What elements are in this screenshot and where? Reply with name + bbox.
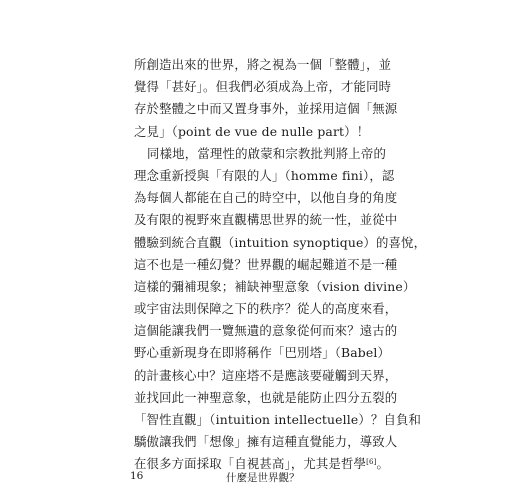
text-line-content: 體驗到統合直觀（intuition synoptique）的喜悅， bbox=[134, 234, 427, 250]
page-footer bbox=[0, 470, 520, 486]
text-line-content: 驕傲讓我們「想像」擁有這種直覺能力，導致人 bbox=[134, 434, 398, 450]
page-number: 16 bbox=[130, 470, 144, 482]
text-line-content: 及有限的視野來直觀構思世界的統一性，並從中 bbox=[134, 212, 398, 228]
text-line bbox=[134, 276, 416, 298]
text-line bbox=[134, 232, 427, 254]
text-line bbox=[134, 409, 422, 431]
text-line-content: 「智性直觀」（intuition intellectuelle）？自負和 bbox=[134, 412, 422, 427]
text-line-content: 為每個人都能在自己的時空中，以他自身的角度 bbox=[134, 190, 398, 206]
text-line bbox=[134, 431, 398, 453]
text-line bbox=[134, 76, 392, 98]
text-line bbox=[134, 209, 398, 231]
text-line bbox=[134, 165, 395, 187]
running-title: 什麼是世界觀？ bbox=[226, 472, 300, 484]
text-line-content: 這樣的彌補現象；補缺神聖意象（vision divine） bbox=[134, 278, 416, 294]
text-line bbox=[134, 298, 398, 320]
text-line-content: 或宇宙法則保障之下的秩序？從人的高度來看， bbox=[134, 301, 398, 317]
text-line bbox=[134, 365, 398, 387]
text-line-content: 在很多方面採取「自視甚高」，尤其是哲學 bbox=[134, 456, 367, 472]
text-line bbox=[134, 187, 398, 209]
text-line bbox=[134, 121, 386, 143]
text-line-content: 這不也是一種幻覺？世界觀的崛起難道不是一種 bbox=[134, 256, 398, 272]
text-line-content: 並找回此一神聖意象，也就是能防止四分五裂的 bbox=[134, 389, 398, 405]
footnote-marker: [6] bbox=[366, 458, 377, 467]
text-line bbox=[134, 320, 398, 342]
text-line-content: 存於整體之中而又置身事外，並採用這個「無源 bbox=[134, 101, 398, 117]
text-line-content: 覺得「甚好」。但我們必須成為上帝，才能同時 bbox=[134, 79, 392, 95]
text-line-tail: 。 bbox=[376, 456, 389, 472]
text-line-content: 這個能讓我們一覽無遺的意象從何而來？遠古的 bbox=[134, 323, 398, 339]
text-line bbox=[134, 342, 391, 364]
text-line bbox=[134, 54, 392, 76]
text-line bbox=[134, 98, 398, 120]
text-line-content: 所創造出來的世界，將之視為一個「整體」，並 bbox=[134, 57, 392, 72]
text-line-content: 野心重新現身在即將稱作「巴別塔」（Babel） bbox=[134, 345, 391, 361]
text-line bbox=[134, 387, 398, 409]
text-line-content: 的計畫核心中？這座塔不是應該要碰觸到天界， bbox=[134, 367, 398, 383]
text-line bbox=[134, 143, 386, 165]
body-text bbox=[134, 54, 427, 476]
text-line-content: 理念重新授與「有限的人」（homme fini），認 bbox=[134, 167, 395, 183]
text-line-content: 同樣地，當理性的啟蒙和宗教批判將上帝的 bbox=[147, 145, 386, 161]
text-line bbox=[134, 254, 398, 276]
text-line-content: 之見」（point de vue de nulle part）！ bbox=[134, 123, 370, 139]
